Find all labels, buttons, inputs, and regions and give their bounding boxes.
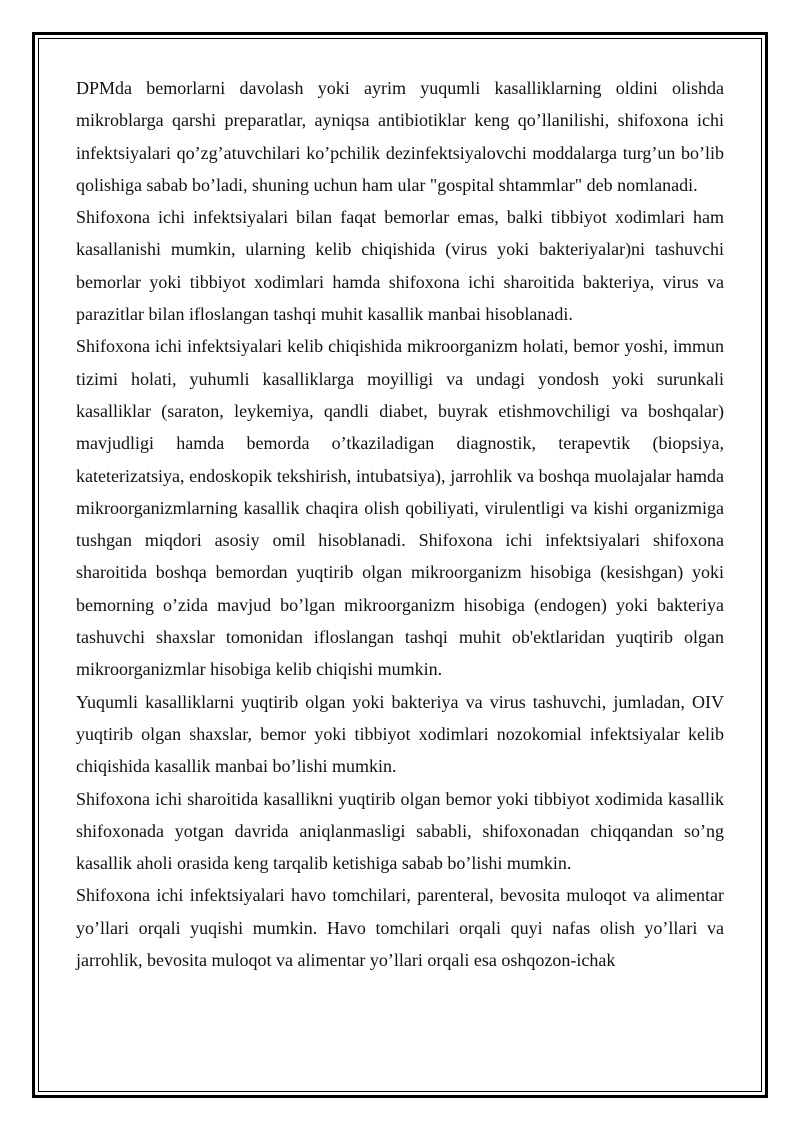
paragraph-5: Shifoxona ichi sharoitida kasallikni yuqtirib olgan bemor yoki tibbiyot xodimida kasallik shifoxonada yotgan davrida aniqlanmasligi sababli, shifoxonadan chiqqandan so’ng kasallik aholi orasida keng tarqalib ketishiga sabab bo’lishi mumkin. xyxy=(76,788,724,874)
paragraph-2: Shifoxona ichi infektsiyalari bilan faqat bemorlar emas, balki tibbiyot xodimlari ham kasallanishi mumkin, ularning kelib chiqishida (virus yoki bakteriyalar)ni tashuvchi bemorlar yoki tibbiyot xodimlari hamda shifoxona ichi sharoitida bakteriya, virus va parazitlar bilan ifloslangan tashqi muhit kasallik manbai hisoblanadi. xyxy=(76,207,724,325)
paragraph-6: Shifoxona ichi infektsiyalari havo tomchilari, parenteral, bevosita muloqot va alimentar yo’llari orqali yuqishi mumkin. Havo tomchilari orqali quyi nafas olish yo’llari va jarrohlik, bevosita muloqot va alimentar yo’llari orqali esa oshqozon-ichak xyxy=(76,885,724,971)
document-body xyxy=(76,72,724,976)
paragraph-4: Yuqumli kasalliklarni yuqtirib olgan yoki bakteriya va virus tashuvchi, jumladan, OIV yuqtirib olgan shaxslar, bemor yoki tibbiyot xodimlari nozokomial infektsiyalar kelib chiqishida kasallik manbai bo’lishi mumkin. xyxy=(76,691,724,777)
paragraph-1: DPMda bemorlarni davolash yoki ayrim yuqumli kasalliklarning oldini olishda mikroblarga qarshi preparatlar, ayniqsa antibiotiklar keng qo’llanilishi, shifoxona ichi infektsiyalari qo’zg’atuvchilari ko’pchilik dezinfektsiyalovchi moddalarga turg’un bo’lib qolishiga sabab bo’ladi, shuning uchun ham ular "gospital shtammlar" deb nomlanadi. xyxy=(76,78,724,195)
paragraph-3: Shifoxona ichi infektsiyalari kelib chiqishida mikroorganizm holati, bemor yoshi, immun tizimi holati, yuhumli kasalliklarga moyilligi va undagi yondosh yoki surunkali kasalliklar (saraton, leykemiya, qandli diabet, buyrak etishmovchiligi va boshqalar) mavjudligi hamda bemorda o’tkaziladigan diagnostik, terapevtik (biopsiya, kateterizatsiya, endoskopik tekshirish, intubatsiya), jarrohlik va boshqa muolajalar hamda mikroorganizmlarning kasallik chaqira olish qobiliyati, virulentligi va kishi organizmiga tushgan miqdori asosiy omil hisoblanadi. Shifoxona ichi infektsiyalari shifoxona sharoitida boshqa bemordan yuqtirib olgan mikroorganizm hisobiga (kesishgan) yoki bemorning o’zida mavjud bo’lgan mikroorganizm hisobiga (endogen) yoki bakteriya tashuvchi shaxslar tomonidan ifloslangan tashqi muhit ob'ektlaridan yuqtirib olgan mikroorganizmlar hisobiga kelib chiqishi mumkin. xyxy=(76,336,724,680)
